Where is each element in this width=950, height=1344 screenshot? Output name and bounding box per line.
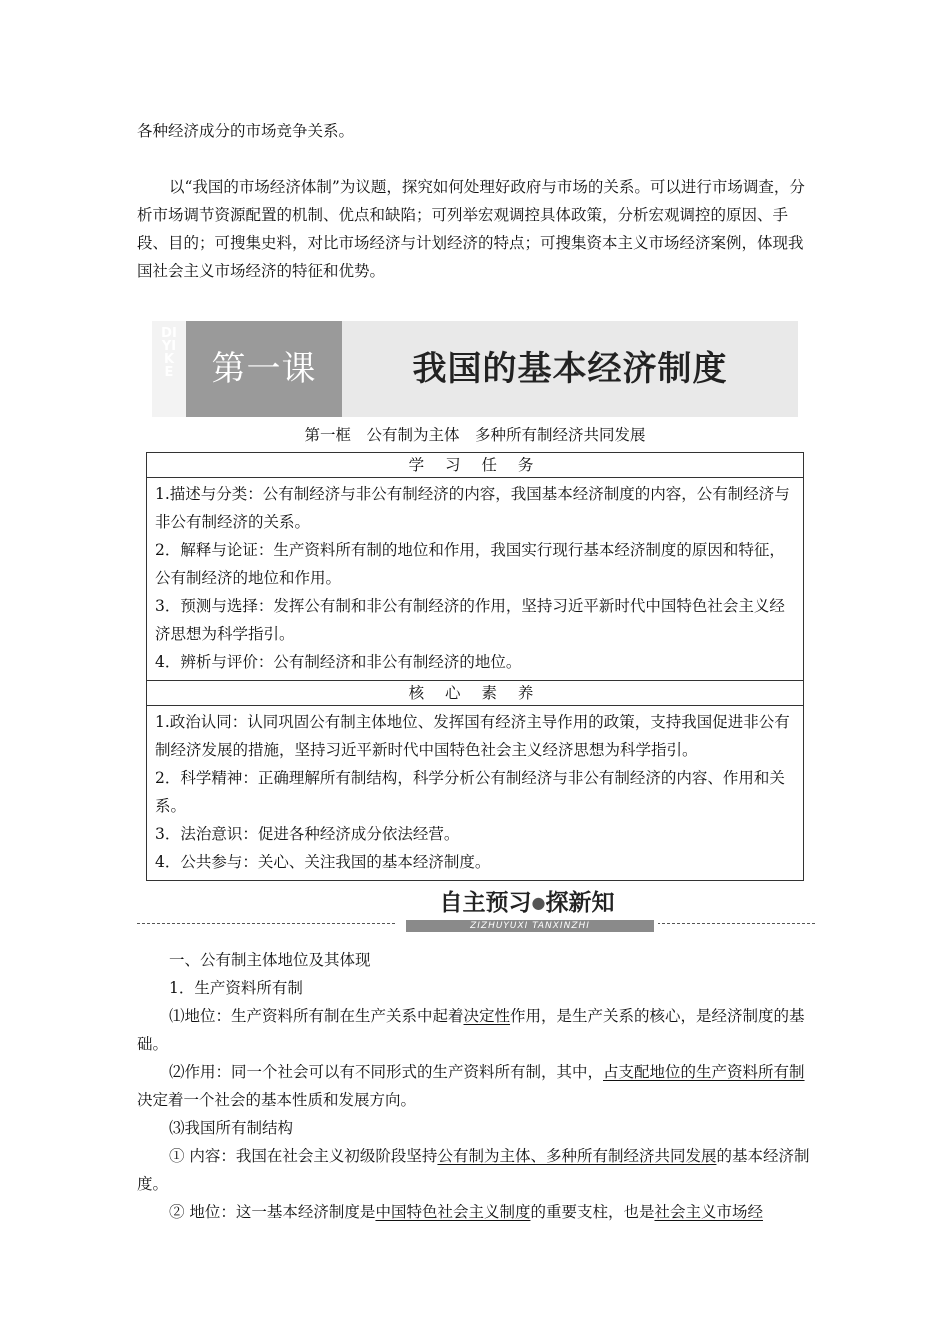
task-item: 1.描述与分类：公有制经济与非公有制经济的内容，我国基本经济制度的内容，公有制经济与非公有制经济的关系。: [155, 485, 790, 531]
core-literacy-heading: 核 心 素 养: [147, 680, 803, 706]
section-subtitle: 第一框 公有制为主体 多种所有制经济共同发展: [304, 426, 646, 444]
preview-title-right: 探新知: [545, 890, 615, 916]
preview-section-pinyin: ZIZHUYUXI TANXINZHI: [406, 920, 654, 932]
preview-title-left: 自主预习: [439, 890, 532, 916]
core-literacy-list: [147, 706, 803, 880]
content-heading-1: 一、公有制主体地位及其体现: [169, 951, 371, 969]
core-literacy-box: [146, 680, 804, 881]
literacy-item: 1.政治认同：认同巩固公有制主体地位、发挥国有经济主导作用的政策，支持我国促进非公有制经济发展的措施，坚持习近平新时代中国特色社会主义经济思想为科学指引。: [155, 713, 790, 759]
task-item: 3．预测与选择：发挥公有制和非公有制经济的作用，坚持习近平新时代中国特色社会主义经济思想为科学指引。: [155, 597, 785, 643]
lesson-banner: [152, 321, 798, 417]
literacy-item: 2．科学精神：正确理解所有制结构，科学分析公有制经济与非公有制经济的内容、作用和关系。: [155, 769, 785, 815]
task-item: 4．辨析与评价：公有制经济和非公有制经济的地位。: [155, 653, 522, 671]
learning-tasks-heading: 学 习 任 务: [147, 453, 803, 478]
lesson-number: 第一课: [186, 321, 342, 417]
arrow-icon: ●: [531, 893, 546, 912]
intro-line: 各种经济成分的市场竞争关系。: [137, 122, 355, 140]
learning-tasks-list: [147, 478, 803, 680]
banner-vertical-text: DIYIKE: [161, 326, 177, 380]
learning-tasks-box: [146, 452, 804, 681]
key-term: 中国特色社会主义制度: [375, 1203, 531, 1221]
key-term: 占支配地位的生产资料所有制: [603, 1063, 805, 1081]
lesson-title: 我国的基本经济制度: [412, 349, 728, 389]
content-paragraph: ⑴地位：生产资料所有制在生产关系中起着决定性作用，是生产关系的核心，是经济制度的基础。: [137, 1007, 805, 1053]
content-heading-2: 1．生产资料所有制: [169, 979, 303, 997]
literacy-item: 4．公共参与：关心、关注我国的基本经济制度。: [155, 853, 491, 871]
key-term: 社会主义市场经: [654, 1203, 763, 1221]
task-item: 2．解释与论证：生产资料所有制的地位和作用，我国实行现行基本经济制度的原因和特征，公有制经济的地位和作用。: [155, 541, 785, 587]
banner-side-strip: [152, 321, 186, 417]
preview-section-header: [396, 888, 658, 932]
content-subheading: ⑶我国所有制结构: [169, 1119, 294, 1137]
preview-section-title: [396, 888, 658, 918]
key-term: 决定性: [463, 1007, 511, 1025]
content-paragraph: ① 内容：我国在社会主义初级阶段坚持公有制为主体、多种所有制经济共同发展的基本经济制度。: [137, 1147, 810, 1193]
literacy-item: 3．法治意识：促进各种经济成分依法经营。: [155, 825, 460, 843]
content-paragraph: ⑵作用：同一个社会可以有不同形式的生产资料所有制，其中，占支配地位的生产资料所有制决定着一个社会的基本性质和发展方向。: [137, 1063, 805, 1109]
intro-paragraph: 以“我国的市场经济体制”为议题，探究如何处理好政府与市场的关系。可以进行市场调查，分析市场调节资源配置的机制、优点和缺陷；可列举宏观调控具体政策，分析宏观调控的原因、手段、目的；可搜集史料，对比市场经济与计划经济的特点；可搜集资本主义市场经济案例，体现我国社会主义市场经济的特征和优势。: [137, 178, 805, 280]
key-term: 公有制为主体、多种所有制经济共同发展: [437, 1147, 717, 1165]
content-paragraph: ② 地位：这一基本经济制度是中国特色社会主义制度的重要支柱，也是社会主义市场经: [169, 1203, 763, 1221]
